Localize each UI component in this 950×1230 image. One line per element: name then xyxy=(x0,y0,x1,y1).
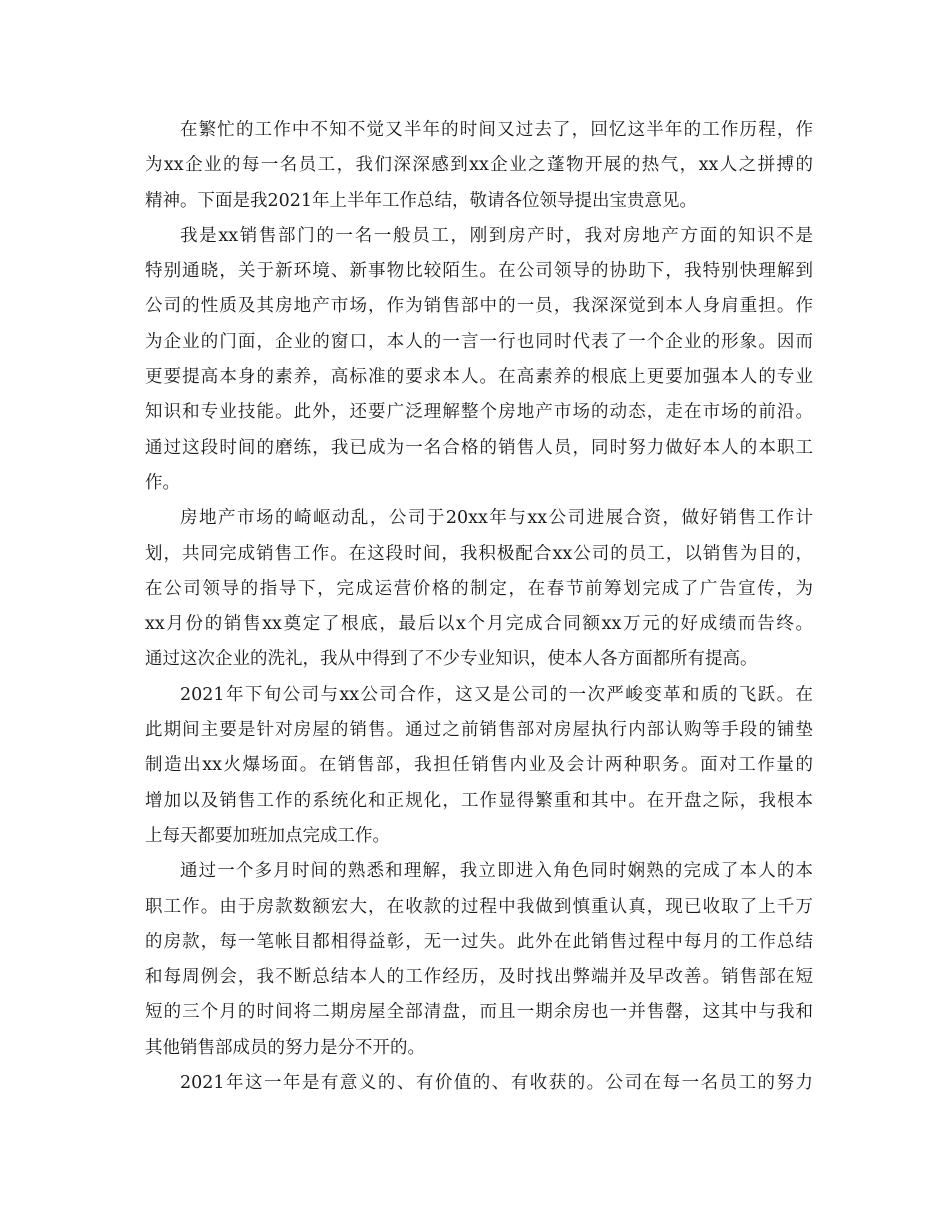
text-line: 的房款，每一笔帐目都相得益彰，无一过失。此外在此销售过程中每月的工作总结 xyxy=(145,931,813,952)
text-line: 公司的性质及其房地产市场，作为销售部中的一员，我深深觉到本人身肩重担。作 xyxy=(145,296,813,317)
text-line: 职工作。由于房款数额宏大，在收款的过程中我做到慎重认真，现已收取了上千万 xyxy=(145,896,813,917)
text-line: 短的三个月的时间将二期房屋全部清盘，而且一期余房也一并售罄，这其中与我和 xyxy=(145,1002,813,1023)
text-line: 上每天都要加班加点完成工作。 xyxy=(145,825,390,846)
paragraph xyxy=(145,854,813,1066)
text-line: 和每周例会，我不断总结本人的工作经历，及时找出弊端并及早改善。销售部在短 xyxy=(145,967,813,988)
paragraph xyxy=(145,1066,813,1101)
text-line: 2021年这一年是有意义的、有价值的、有收获的。公司在每一名员工的努力 xyxy=(180,1073,813,1094)
text-line: 此期间主要是针对房屋的销售。通过之前销售部对房屋执行内部认购等手段的铺垫 xyxy=(145,720,813,741)
text-line: 增加以及销售工作的系统化和正规化，工作显得繁重和其中。在开盘之际，我根本 xyxy=(145,790,813,811)
paragraph xyxy=(145,678,813,854)
text-line: 在公司领导的指导下，完成运营价格的制定，在春节前筹划完成了广告宣传，为 xyxy=(145,578,813,599)
text-line: 通过这次企业的洗礼，我从中得到了不少专业知识，使本人各方面都所有提高。 xyxy=(145,649,758,670)
text-line: 精神。下面是我2021年上半年工作总结，敬请各位领导提出宝贵意见。 xyxy=(145,190,698,211)
text-line: 我是xx销售部门的一名一般员工，刚到房产时，我对房地产方面的知识不是 xyxy=(180,225,813,246)
text-line: 通过这段时间的磨练，我已成为一名合格的销售人员，同时努力做好本人的本职工 xyxy=(145,437,813,458)
text-line: 为企业的门面，企业的窗口，本人的一言一行也同时代表了一个企业的形象。因而 xyxy=(145,331,813,352)
text-line: 作。 xyxy=(145,472,180,493)
text-line: 通过一个多月时间的熟悉和理解，我立即进入角色同时娴熟的完成了本人的本 xyxy=(180,861,813,882)
text-line: 特别通晓，关于新环境、新事物比较陌生。在公司领导的协助下，我特别快理解到 xyxy=(145,261,813,282)
text-line: 制造出xx火爆场面。在销售部，我担任销售内业及会计两种职务。面对工作量的 xyxy=(145,755,813,776)
text-line: 房地产市场的崎岖动乱，公司于20xx年与xx公司进展合资，做好销售工作计 xyxy=(180,508,813,529)
document-body xyxy=(145,113,813,1101)
paragraph xyxy=(145,219,813,501)
paragraph xyxy=(145,501,813,677)
text-line: 其他销售部成员的努力是分不开的。 xyxy=(145,1037,425,1058)
text-line: 2021年下旬公司与xx公司合作，这又是公司的一次严峻变革和质的飞跃。在 xyxy=(180,684,813,705)
text-line: xx月份的销售xx奠定了根底，最后以x个月完成合同额xx万元的好成绩而告终。 xyxy=(145,614,813,635)
text-line: 更要提高本身的素养，高标准的要求本人。在高素养的根底上更要加强本人的专业 xyxy=(145,367,813,388)
paragraph xyxy=(145,113,813,219)
text-line: 划，共同完成销售工作。在这段时间，我积极配合xx公司的员工，以销售为目的， xyxy=(145,543,813,564)
text-line: 为xx企业的每一名员工，我们深深感到xx企业之蓬物开展的热气，xx人之拼搏的 xyxy=(145,155,813,176)
text-line: 在繁忙的工作中不知不觉又半年的时间又过去了，回忆这半年的工作历程，作 xyxy=(180,120,813,140)
text-line: 知识和专业技能。此外，还要广泛理解整个房地产市场的动态，走在市场的前沿。 xyxy=(145,402,813,423)
